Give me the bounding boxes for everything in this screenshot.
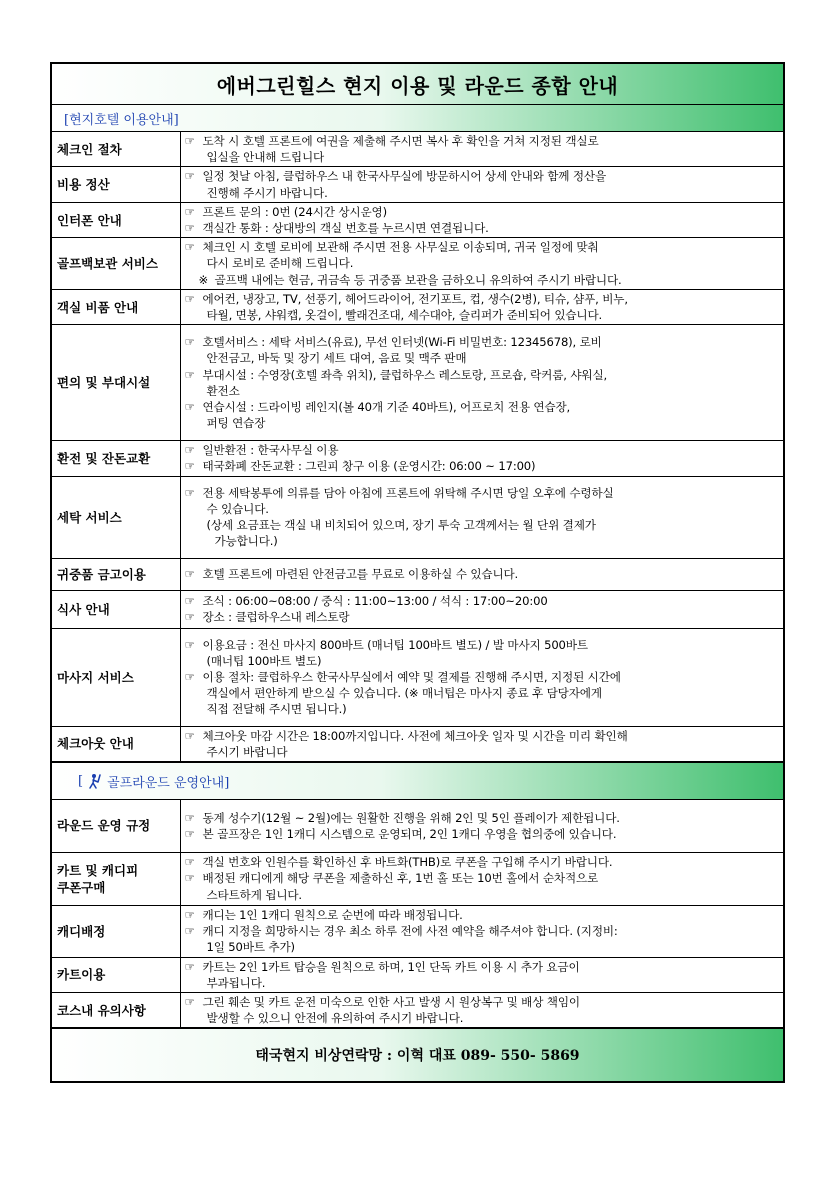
- table-row: [52, 558, 783, 590]
- row-content: ☞ 이용요금 : 전신 마사지 800바트 (매너팁 100바트 별도) / 발 마사지 500바트 (매너팁 100바트 별도) ☞ 이용 절차: 클럽하우스 한국사무실에서 예약 및 결제를 진행해 주시면, 지정된 시간에 객실에서 편안하게 받으실 수 있습니다. (※ 매너팁은 마사지 종료 후 담당자에게 직접 전달해 주시면 됩니다.): [180, 628, 783, 726]
- golf-info-table: [52, 800, 783, 1028]
- row-content: ☞ 전용 세탁봉투에 의류를 담아 아침에 프론트에 위탁해 주시면 당일 오후에 수령하실 수 있습니다. (상세 요금표는 객실 내 비치되어 있으며, 장기 투숙 고객께서는 월 단위 결제가 가능합니다.): [180, 476, 783, 558]
- table-row: [52, 289, 783, 324]
- pointing-hand-icon: ☞: [184, 485, 195, 500]
- row-label: 귀중품 금고이용: [52, 558, 180, 590]
- pointing-hand-icon: ☞: [184, 728, 195, 743]
- row-label: 라운드 운영 규정: [52, 800, 180, 852]
- pointing-hand-icon: ☞: [184, 994, 195, 1009]
- row-content: ☞ 체크아웃 마감 시간은 18:00까지입니다. 사전에 체크아웃 일자 및 시간을 미리 확인해 주시기 바랍니다: [180, 726, 783, 761]
- pointing-hand-icon: ☞: [184, 221, 195, 236]
- row-content: ☞ 카트는 2인 1카트 탑승을 원칙으로 하며, 1인 단독 카트 이용 시 추가 요금이 부과됩니다.: [180, 957, 783, 992]
- pointing-hand-icon: ☞: [184, 443, 195, 458]
- pointing-hand-icon: ☞: [184, 637, 195, 652]
- pointing-hand-icon: ☞: [184, 169, 195, 184]
- row-label: 체크아웃 안내: [52, 726, 180, 761]
- row-label: 체크인 절차: [52, 132, 180, 167]
- row-content: ☞ 객실 번호와 인원수를 확인하신 후 바트화(THB)로 쿠폰을 구입해 주시기 바랍니다. ☞ 배정된 캐디에게 해당 쿠폰을 제출하신 후, 1번 홀 또는 10번 홀에서 순차적으로 스타트하게 됩니다.: [180, 852, 783, 905]
- table-row: [52, 957, 783, 992]
- table-row: [52, 325, 783, 441]
- row-content: ☞ 일반환전 : 한국사무실 이용 ☞ 태국화폐 잔돈교환 : 그린피 창구 이용 (운영시간: 06:00 ~ 17:00): [180, 441, 783, 476]
- pointing-hand-icon: ☞: [184, 291, 195, 306]
- pointing-hand-icon: ☞: [184, 335, 195, 350]
- pointing-hand-icon: ☞: [184, 610, 195, 625]
- row-content: ☞ 호텔서비스 : 세탁 서비스(유료), 무선 인터넷(Wi-Fi 비밀번호: 12345678), 로비 안전금고, 바둑 및 장기 세트 대여, 음료 및 맥주 판매 ☞ 부대시설 : 수영장(호텔 좌측 위치), 클럽하우스 레스토랑, 프로숍, 락커룸, 샤워실, 환전소 ☞ 연습시설 : 드라이빙 레인지(볼 40개 기준 40바트), 어프로치 전용 연습장, 퍼팅 연습장: [180, 325, 783, 441]
- table-row: [52, 167, 783, 202]
- pointing-hand-icon: ☞: [184, 593, 195, 608]
- pointing-hand-icon: ☞: [184, 923, 195, 938]
- pointing-hand-icon: ☞: [184, 134, 195, 148]
- table-row: [52, 132, 783, 167]
- table-row: [52, 628, 783, 726]
- row-content: ☞ 캐디는 1인 1캐디 원칙으로 순번에 따라 배정됩니다. ☞ 캐디 지정을 희망하시는 경우 최소 하루 전에 사전 예약을 해주셔야 합니다. (지정비: 1일 50바트 추가): [180, 905, 783, 957]
- table-row: [52, 476, 783, 558]
- row-content: ☞ 체크인 시 호텔 로비에 보관해 주시면 전용 사무실로 이송되며, 귀국 일정에 맞춰 다시 로비로 준비해 드립니다. ※ 골프백 내에는 현금, 귀금속 등 귀중품 보관을 금하오니 유의하여 주시기 바랍니다.: [180, 238, 783, 290]
- row-content: ☞ 조식 : 06:00~08:00 / 중식 : 11:00~13:00 / 석식 : 17:00~20:00 ☞ 장소 : 클럽하우스내 레스토랑: [180, 590, 783, 628]
- pointing-hand-icon: ☞: [184, 399, 195, 414]
- row-label: 환전 및 잔돈교환: [52, 441, 180, 476]
- row-label: 세탁 서비스: [52, 476, 180, 558]
- table-row: [52, 852, 783, 905]
- table-row: [52, 238, 783, 290]
- row-label: 편의 및 부대시설: [52, 325, 180, 441]
- emergency-contact: 태국현지 비상연락망 : 이혁 대표 089- 550- 5869: [52, 1028, 783, 1081]
- table-row: [52, 992, 783, 1027]
- document-title: 에버그린힐스 현지 이용 및 라운드 종합 안내: [52, 64, 783, 105]
- pointing-hand-icon: ☞: [184, 855, 195, 870]
- pointing-hand-icon: ☞: [184, 959, 195, 974]
- row-label: 카트 및 캐디피 쿠폰구매: [52, 852, 180, 905]
- row-label: 골프백보관 서비스: [52, 238, 180, 290]
- row-label: 코스내 유의사항: [52, 992, 180, 1027]
- hotel-info-table: [52, 132, 783, 762]
- row-label: 카트이용: [52, 957, 180, 992]
- pointing-hand-icon: ☞: [184, 459, 195, 474]
- table-row: [52, 726, 783, 761]
- row-content: ☞ 도착 시 호텔 프론트에 여권을 제출해 주시면 복사 후 확인을 거쳐 지정된 객실로 입실을 안내해 드립니다: [180, 132, 783, 167]
- pointing-hand-icon: ☞: [184, 567, 195, 582]
- row-content: ☞ 일정 첫날 아침, 클럽하우스 내 한국사무실에 방문하시어 상세 안내와 함께 정산을 진행해 주시기 바랍니다.: [180, 167, 783, 202]
- table-row: [52, 441, 783, 476]
- hotel-section-header: [현지호텔 이용안내]: [52, 105, 783, 132]
- row-label: 마사지 서비스: [52, 628, 180, 726]
- pointing-hand-icon: ☞: [184, 240, 195, 255]
- golf-section-header: [ 골프라운드 운영안내]: [52, 762, 783, 800]
- pointing-hand-icon: ☞: [184, 670, 195, 685]
- row-content: ☞ 호텔 프론트에 마련된 안전금고를 무료로 이용하실 수 있습니다.: [180, 558, 783, 590]
- row-content: ☞ 동계 성수기(12월 ~ 2월)에는 원활한 진행을 위해 2인 및 5인 플레이가 제한됩니다. ☞ 본 골프장은 1인 1캐디 시스템으로 운영되며, 2인 1캐디 우영을 협의중에 있습니다.: [180, 800, 783, 852]
- row-content: ☞ 프론트 문의 : 0번 (24시간 상시운영) ☞ 객실간 통화 : 상대방의 객실 번호를 누르시면 연결됩니다.: [180, 202, 783, 237]
- pointing-hand-icon: ☞: [184, 810, 195, 825]
- pointing-hand-icon: ☞: [184, 204, 195, 219]
- row-label: 식사 안내: [52, 590, 180, 628]
- pointing-hand-icon: ☞: [184, 871, 195, 886]
- golf-section-title: 골프라운드 운영안내]: [107, 775, 230, 791]
- row-label: 인터폰 안내: [52, 202, 180, 237]
- table-row: [52, 590, 783, 628]
- guide-document: [50, 62, 785, 1083]
- row-content: ☞ 에어컨, 냉장고, TV, 선풍기, 헤어드라이어, 전기포트, 컵, 생수(2병), 티슈, 샴푸, 비누, 타월, 면봉, 샤워캡, 옷걸이, 빨래건조대, 세수대야, 슬리퍼가 준비되어 있습니다.: [180, 289, 783, 324]
- pointing-hand-icon: ☞: [184, 826, 195, 841]
- row-content: ☞ 그린 훼손 및 카트 운전 미숙으로 인한 사고 발생 시 원상복구 및 배상 책임이 발생할 수 있으니 안전에 유의하여 주시기 바랍니다.: [180, 992, 783, 1027]
- row-label: 캐디배정: [52, 905, 180, 957]
- table-row: [52, 800, 783, 852]
- reference-mark-icon: ※: [198, 272, 209, 287]
- table-row: [52, 202, 783, 237]
- golfer-icon: [86, 773, 102, 789]
- pointing-hand-icon: ☞: [184, 367, 195, 382]
- row-label: 객실 비품 안내: [52, 289, 180, 324]
- row-label: 비용 정산: [52, 167, 180, 202]
- pointing-hand-icon: ☞: [184, 907, 195, 922]
- table-row: [52, 905, 783, 957]
